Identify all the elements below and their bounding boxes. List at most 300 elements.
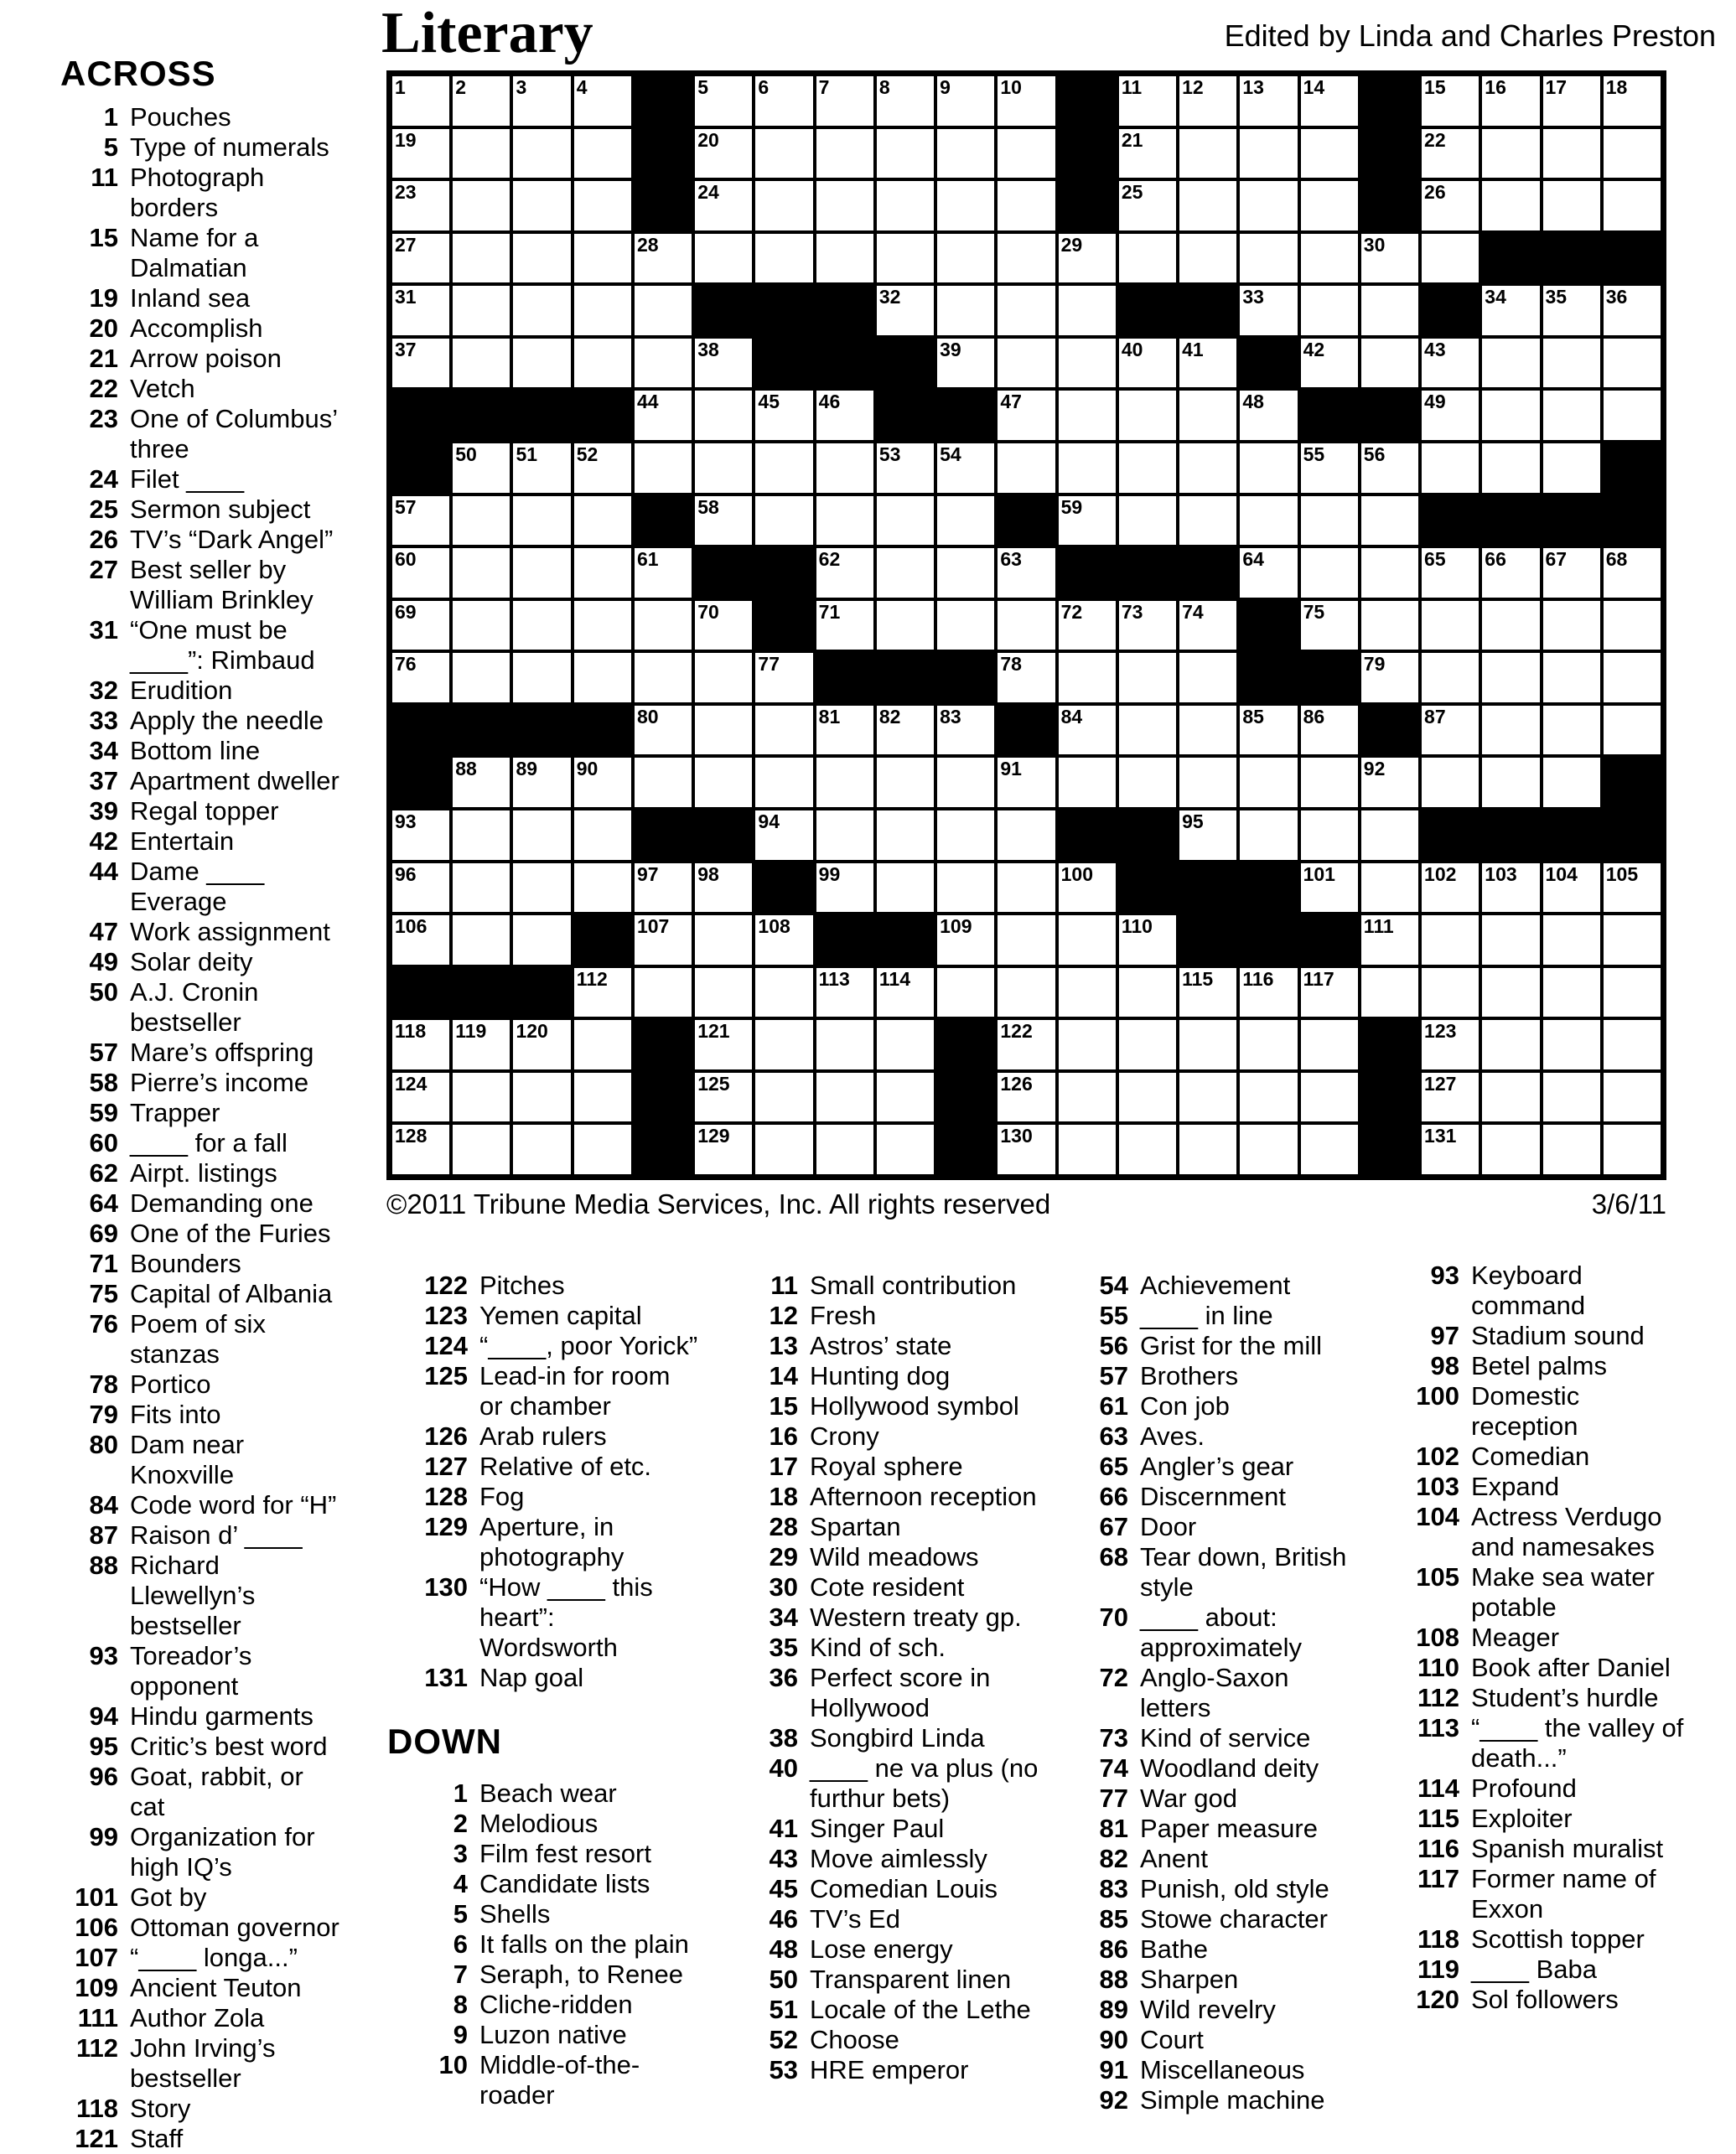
grid-cell[interactable] — [815, 809, 875, 862]
grid-cell[interactable] — [1238, 809, 1298, 862]
grid-cell[interactable] — [1480, 389, 1541, 442]
grid-cell[interactable] — [391, 127, 451, 180]
grid-cell[interactable] — [1420, 1123, 1480, 1176]
grid-cell[interactable] — [633, 232, 693, 285]
grid-cell[interactable] — [391, 75, 451, 127]
grid-cell[interactable] — [1178, 179, 1238, 232]
grid-cell[interactable] — [573, 651, 633, 704]
grid-cell[interactable] — [1420, 75, 1480, 127]
grid-cell[interactable] — [1238, 756, 1298, 809]
grid-cell[interactable] — [875, 862, 935, 914]
grid-cell[interactable] — [1117, 914, 1178, 966]
grid-cell[interactable] — [754, 75, 814, 127]
grid-cell[interactable] — [1542, 389, 1602, 442]
grid-cell[interactable] — [511, 651, 572, 704]
grid-cell[interactable] — [1420, 127, 1480, 180]
grid-cell[interactable] — [1480, 914, 1541, 966]
grid-cell[interactable] — [1360, 337, 1420, 390]
grid-cell[interactable] — [1238, 232, 1298, 285]
grid-cell[interactable] — [875, 442, 935, 494]
grid-cell[interactable] — [1480, 442, 1541, 494]
grid-cell[interactable] — [1602, 914, 1662, 966]
grid-cell[interactable] — [1602, 127, 1662, 180]
grid-cell[interactable] — [451, 914, 511, 966]
grid-cell[interactable] — [875, 966, 935, 1019]
grid-cell[interactable] — [875, 1018, 935, 1071]
grid-cell[interactable] — [1299, 232, 1360, 285]
grid-cell[interactable] — [1117, 442, 1178, 494]
grid-cell[interactable] — [573, 1123, 633, 1176]
grid-cell[interactable] — [875, 599, 935, 652]
grid-cell[interactable] — [511, 494, 572, 547]
grid-cell[interactable] — [573, 809, 633, 862]
grid-cell[interactable] — [573, 232, 633, 285]
grid-cell[interactable] — [1238, 966, 1298, 1019]
grid-cell[interactable] — [573, 546, 633, 599]
grid-cell[interactable] — [1480, 704, 1541, 757]
grid-cell[interactable] — [996, 442, 1056, 494]
grid-cell[interactable] — [1057, 1123, 1117, 1176]
grid-cell[interactable] — [815, 179, 875, 232]
grid-cell[interactable] — [935, 494, 996, 547]
grid-cell[interactable] — [1299, 75, 1360, 127]
grid-cell[interactable] — [935, 966, 996, 1019]
grid-cell[interactable] — [875, 284, 935, 337]
grid-cell[interactable] — [391, 546, 451, 599]
grid-cell[interactable] — [1542, 179, 1602, 232]
grid-cell[interactable] — [875, 232, 935, 285]
grid-cell[interactable] — [935, 914, 996, 966]
grid-cell[interactable] — [935, 704, 996, 757]
grid-cell[interactable] — [1178, 337, 1238, 390]
grid-cell[interactable] — [1178, 756, 1238, 809]
grid-cell[interactable] — [1542, 284, 1602, 337]
grid-cell[interactable] — [1480, 862, 1541, 914]
grid-cell[interactable] — [1480, 756, 1541, 809]
grid-cell[interactable] — [996, 599, 1056, 652]
grid-cell[interactable] — [1542, 546, 1602, 599]
grid-cell[interactable] — [1057, 1018, 1117, 1071]
grid-cell[interactable] — [1117, 1018, 1178, 1071]
grid-cell[interactable] — [511, 1071, 572, 1124]
grid-cell[interactable] — [1057, 704, 1117, 757]
grid-cell[interactable] — [693, 704, 754, 757]
grid-cell[interactable] — [391, 1071, 451, 1124]
grid-cell[interactable] — [633, 442, 693, 494]
grid-cell[interactable] — [996, 1018, 1056, 1071]
grid-cell[interactable] — [511, 442, 572, 494]
grid-cell[interactable] — [1542, 704, 1602, 757]
grid-cell[interactable] — [451, 651, 511, 704]
grid-cell[interactable] — [1117, 494, 1178, 547]
grid-cell[interactable] — [875, 494, 935, 547]
grid-cell[interactable] — [1117, 337, 1178, 390]
grid-cell[interactable] — [1542, 442, 1602, 494]
grid-cell[interactable] — [1420, 599, 1480, 652]
grid-cell[interactable] — [1420, 966, 1480, 1019]
grid-cell[interactable] — [693, 127, 754, 180]
grid-cell[interactable] — [1057, 914, 1117, 966]
grid-cell[interactable] — [1178, 966, 1238, 1019]
grid-cell[interactable] — [754, 179, 814, 232]
grid-cell[interactable] — [935, 75, 996, 127]
grid-cell[interactable] — [1480, 1071, 1541, 1124]
grid-cell[interactable] — [875, 756, 935, 809]
grid-cell[interactable] — [1602, 337, 1662, 390]
grid-cell[interactable] — [996, 546, 1056, 599]
grid-cell[interactable] — [875, 179, 935, 232]
grid-cell[interactable] — [451, 75, 511, 127]
grid-cell[interactable] — [754, 389, 814, 442]
grid-cell[interactable] — [511, 862, 572, 914]
grid-cell[interactable] — [633, 914, 693, 966]
grid-cell[interactable] — [815, 389, 875, 442]
grid-cell[interactable] — [1542, 75, 1602, 127]
grid-cell[interactable] — [1360, 284, 1420, 337]
grid-cell[interactable] — [573, 337, 633, 390]
grid-cell[interactable] — [996, 1123, 1056, 1176]
grid-cell[interactable] — [693, 75, 754, 127]
grid-cell[interactable] — [754, 1123, 814, 1176]
grid-cell[interactable] — [1420, 914, 1480, 966]
grid-cell[interactable] — [754, 127, 814, 180]
grid-cell[interactable] — [1602, 599, 1662, 652]
grid-cell[interactable] — [1117, 1071, 1178, 1124]
grid-cell[interactable] — [1542, 1071, 1602, 1124]
grid-cell[interactable] — [815, 75, 875, 127]
grid-cell[interactable] — [693, 1071, 754, 1124]
grid-cell[interactable] — [1057, 599, 1117, 652]
grid-cell[interactable] — [1602, 966, 1662, 1019]
grid-cell[interactable] — [815, 127, 875, 180]
grid-cell[interactable] — [815, 1071, 875, 1124]
grid-cell[interactable] — [754, 704, 814, 757]
grid-cell[interactable] — [1420, 756, 1480, 809]
grid-cell[interactable] — [1299, 284, 1360, 337]
grid-cell[interactable] — [1299, 442, 1360, 494]
grid-cell[interactable] — [1299, 599, 1360, 652]
grid-cell[interactable] — [815, 704, 875, 757]
grid-cell[interactable] — [1480, 546, 1541, 599]
grid-cell[interactable] — [1420, 704, 1480, 757]
grid-cell[interactable] — [1178, 389, 1238, 442]
grid-cell[interactable] — [754, 756, 814, 809]
grid-cell[interactable] — [1057, 756, 1117, 809]
grid-cell[interactable] — [391, 809, 451, 862]
grid-cell[interactable] — [573, 284, 633, 337]
grid-cell[interactable] — [1057, 494, 1117, 547]
grid-cell[interactable] — [1299, 756, 1360, 809]
grid-cell[interactable] — [996, 337, 1056, 390]
grid-cell[interactable] — [1420, 546, 1480, 599]
grid-cell[interactable] — [1178, 651, 1238, 704]
grid-cell[interactable] — [511, 232, 572, 285]
grid-cell[interactable] — [1360, 546, 1420, 599]
grid-cell[interactable] — [1542, 599, 1602, 652]
grid-cell[interactable] — [875, 127, 935, 180]
grid-cell[interactable] — [1238, 179, 1298, 232]
grid-cell[interactable] — [1542, 127, 1602, 180]
grid-cell[interactable] — [1117, 651, 1178, 704]
grid-cell[interactable] — [1299, 809, 1360, 862]
grid-cell[interactable] — [511, 179, 572, 232]
grid-cell[interactable] — [1602, 389, 1662, 442]
grid-cell[interactable] — [1542, 862, 1602, 914]
grid-cell[interactable] — [996, 75, 1056, 127]
grid-cell[interactable] — [875, 809, 935, 862]
grid-cell[interactable] — [815, 442, 875, 494]
grid-cell[interactable] — [1299, 966, 1360, 1019]
grid-cell[interactable] — [1117, 966, 1178, 1019]
grid-cell[interactable] — [1480, 179, 1541, 232]
grid-cell[interactable] — [1542, 1123, 1602, 1176]
grid-cell[interactable] — [573, 1071, 633, 1124]
grid-cell[interactable] — [573, 599, 633, 652]
grid-cell[interactable] — [815, 232, 875, 285]
grid-cell[interactable] — [511, 599, 572, 652]
grid-cell[interactable] — [511, 127, 572, 180]
grid-cell[interactable] — [815, 494, 875, 547]
grid-cell[interactable] — [1117, 75, 1178, 127]
grid-cell[interactable] — [754, 651, 814, 704]
grid-cell[interactable] — [693, 914, 754, 966]
grid-cell[interactable] — [1602, 1018, 1662, 1071]
grid-cell[interactable] — [1117, 127, 1178, 180]
grid-cell[interactable] — [1602, 1071, 1662, 1124]
grid-cell[interactable] — [996, 756, 1056, 809]
grid-cell[interactable] — [1602, 284, 1662, 337]
grid-cell[interactable] — [1542, 337, 1602, 390]
grid-cell[interactable] — [633, 651, 693, 704]
grid-cell[interactable] — [573, 127, 633, 180]
grid-cell[interactable] — [633, 704, 693, 757]
grid-cell[interactable] — [451, 1071, 511, 1124]
grid-cell[interactable] — [754, 1071, 814, 1124]
grid-cell[interactable] — [573, 1018, 633, 1071]
grid-cell[interactable] — [996, 914, 1056, 966]
grid-cell[interactable] — [996, 232, 1056, 285]
grid-cell[interactable] — [1360, 966, 1420, 1019]
grid-cell[interactable] — [754, 809, 814, 862]
grid-cell[interactable] — [1480, 284, 1541, 337]
grid-cell[interactable] — [573, 966, 633, 1019]
grid-cell[interactable] — [875, 704, 935, 757]
grid-cell[interactable] — [451, 862, 511, 914]
grid-cell[interactable] — [451, 337, 511, 390]
grid-cell[interactable] — [996, 389, 1056, 442]
grid-cell[interactable] — [1057, 651, 1117, 704]
grid-cell[interactable] — [391, 337, 451, 390]
grid-cell[interactable] — [693, 232, 754, 285]
grid-cell[interactable] — [693, 966, 754, 1019]
grid-cell[interactable] — [1420, 179, 1480, 232]
grid-cell[interactable] — [1238, 546, 1298, 599]
grid-cell[interactable] — [1420, 232, 1480, 285]
grid-cell[interactable] — [935, 809, 996, 862]
grid-cell[interactable] — [754, 494, 814, 547]
grid-cell[interactable] — [1057, 284, 1117, 337]
grid-cell[interactable] — [1542, 756, 1602, 809]
grid-cell[interactable] — [693, 651, 754, 704]
grid-cell[interactable] — [1238, 494, 1298, 547]
grid-cell[interactable] — [391, 599, 451, 652]
grid-cell[interactable] — [996, 284, 1056, 337]
grid-cell[interactable] — [451, 442, 511, 494]
grid-cell[interactable] — [1299, 179, 1360, 232]
grid-cell[interactable] — [391, 651, 451, 704]
grid-cell[interactable] — [511, 546, 572, 599]
grid-cell[interactable] — [754, 232, 814, 285]
grid-cell[interactable] — [996, 651, 1056, 704]
grid-cell[interactable] — [996, 966, 1056, 1019]
grid-cell[interactable] — [391, 862, 451, 914]
grid-cell[interactable] — [1420, 651, 1480, 704]
grid-cell[interactable] — [1542, 914, 1602, 966]
grid-cell[interactable] — [1057, 966, 1117, 1019]
grid-cell[interactable] — [1299, 127, 1360, 180]
grid-cell[interactable] — [1117, 232, 1178, 285]
grid-cell[interactable] — [1178, 494, 1238, 547]
grid-cell[interactable] — [1360, 651, 1420, 704]
grid-cell[interactable] — [451, 756, 511, 809]
grid-cell[interactable] — [815, 1018, 875, 1071]
grid-cell[interactable] — [693, 442, 754, 494]
grid-cell[interactable] — [1299, 494, 1360, 547]
grid-cell[interactable] — [754, 442, 814, 494]
grid-cell[interactable] — [1238, 127, 1298, 180]
grid-cell[interactable] — [1542, 651, 1602, 704]
grid-cell[interactable] — [1480, 599, 1541, 652]
grid-cell[interactable] — [633, 756, 693, 809]
grid-cell[interactable] — [1117, 756, 1178, 809]
grid-cell[interactable] — [1238, 389, 1298, 442]
grid-cell[interactable] — [815, 1123, 875, 1176]
grid-cell[interactable] — [935, 599, 996, 652]
grid-cell[interactable] — [935, 127, 996, 180]
grid-cell[interactable] — [1178, 704, 1238, 757]
grid-cell[interactable] — [391, 179, 451, 232]
grid-cell[interactable] — [1420, 1018, 1480, 1071]
grid-cell[interactable] — [754, 914, 814, 966]
grid-cell[interactable] — [1117, 389, 1178, 442]
grid-cell[interactable] — [1178, 442, 1238, 494]
grid-cell[interactable] — [1057, 389, 1117, 442]
grid-cell[interactable] — [573, 756, 633, 809]
grid-cell[interactable] — [573, 179, 633, 232]
grid-cell[interactable] — [1117, 704, 1178, 757]
grid-cell[interactable] — [1117, 179, 1178, 232]
grid-cell[interactable] — [1178, 599, 1238, 652]
grid-cell[interactable] — [1360, 809, 1420, 862]
grid-cell[interactable] — [391, 284, 451, 337]
grid-cell[interactable] — [693, 1018, 754, 1071]
grid-cell[interactable] — [693, 756, 754, 809]
grid-cell[interactable] — [815, 862, 875, 914]
grid-cell[interactable] — [935, 337, 996, 390]
grid-cell[interactable] — [1360, 232, 1420, 285]
grid-cell[interactable] — [633, 389, 693, 442]
crossword-grid[interactable] — [386, 70, 1666, 1180]
grid-cell[interactable] — [1602, 75, 1662, 127]
grid-cell[interactable] — [1238, 284, 1298, 337]
grid-cell[interactable] — [573, 494, 633, 547]
grid-cell[interactable] — [935, 862, 996, 914]
grid-cell[interactable] — [693, 179, 754, 232]
grid-cell[interactable] — [935, 179, 996, 232]
grid-cell[interactable] — [633, 599, 693, 652]
grid-cell[interactable] — [693, 494, 754, 547]
grid-cell[interactable] — [451, 546, 511, 599]
grid-cell[interactable] — [1602, 1123, 1662, 1176]
grid-cell[interactable] — [1299, 1018, 1360, 1071]
grid-cell[interactable] — [935, 442, 996, 494]
grid-cell[interactable] — [1117, 599, 1178, 652]
grid-cell[interactable] — [633, 284, 693, 337]
grid-cell[interactable] — [1178, 1071, 1238, 1124]
grid-cell[interactable] — [1299, 862, 1360, 914]
grid-cell[interactable] — [693, 1123, 754, 1176]
grid-cell[interactable] — [1480, 1018, 1541, 1071]
grid-cell[interactable] — [1178, 75, 1238, 127]
grid-cell[interactable] — [1057, 442, 1117, 494]
grid-cell[interactable] — [451, 284, 511, 337]
grid-cell[interactable] — [1602, 546, 1662, 599]
grid-cell[interactable] — [1238, 1018, 1298, 1071]
grid-cell[interactable] — [511, 1123, 572, 1176]
grid-cell[interactable] — [875, 75, 935, 127]
grid-cell[interactable] — [935, 232, 996, 285]
grid-cell[interactable] — [693, 599, 754, 652]
grid-cell[interactable] — [875, 546, 935, 599]
grid-cell[interactable] — [996, 809, 1056, 862]
grid-cell[interactable] — [935, 546, 996, 599]
grid-cell[interactable] — [1360, 442, 1420, 494]
grid-cell[interactable] — [996, 127, 1056, 180]
grid-cell[interactable] — [1057, 232, 1117, 285]
grid-cell[interactable] — [633, 546, 693, 599]
grid-cell[interactable] — [511, 284, 572, 337]
grid-cell[interactable] — [451, 179, 511, 232]
grid-cell[interactable] — [1480, 1123, 1541, 1176]
grid-cell[interactable] — [1360, 599, 1420, 652]
grid-cell[interactable] — [815, 756, 875, 809]
grid-cell[interactable] — [511, 914, 572, 966]
grid-cell[interactable] — [573, 862, 633, 914]
grid-cell[interactable] — [875, 1123, 935, 1176]
grid-cell[interactable] — [1420, 442, 1480, 494]
grid-cell[interactable] — [1178, 1123, 1238, 1176]
grid-cell[interactable] — [1238, 75, 1298, 127]
grid-cell[interactable] — [451, 1123, 511, 1176]
grid-cell[interactable] — [1602, 704, 1662, 757]
grid-cell[interactable] — [1420, 389, 1480, 442]
grid-cell[interactable] — [451, 127, 511, 180]
grid-cell[interactable] — [1299, 337, 1360, 390]
grid-cell[interactable] — [935, 756, 996, 809]
grid-cell[interactable] — [511, 337, 572, 390]
grid-cell[interactable] — [1360, 914, 1420, 966]
grid-cell[interactable] — [633, 966, 693, 1019]
grid-cell[interactable] — [996, 862, 1056, 914]
grid-cell[interactable] — [1057, 1071, 1117, 1124]
grid-cell[interactable] — [1057, 337, 1117, 390]
grid-cell[interactable] — [754, 966, 814, 1019]
grid-cell[interactable] — [511, 75, 572, 127]
grid-cell[interactable] — [391, 1123, 451, 1176]
grid-cell[interactable] — [815, 546, 875, 599]
grid-cell[interactable] — [1360, 756, 1420, 809]
grid-cell[interactable] — [1238, 442, 1298, 494]
